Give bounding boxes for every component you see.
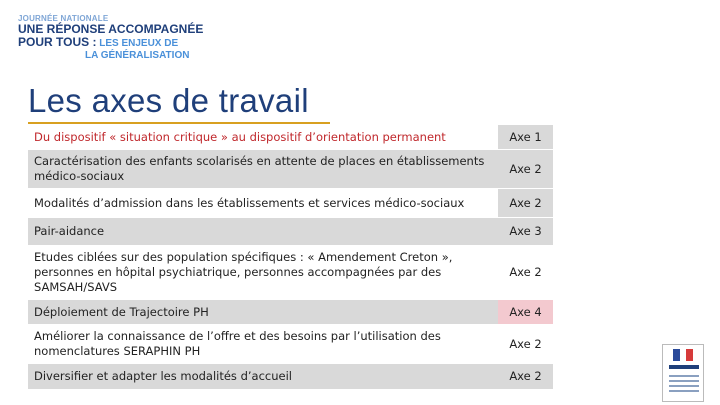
slide-title: Les axes de travail [28,82,309,119]
table-row [28,125,553,150]
logo-text-line [669,380,699,382]
row-label: Pair-aidance [28,218,498,245]
row-label: Modalités d’admission dans les établissements et services médico-sociaux [28,189,498,217]
logo-text-line [669,385,699,387]
event-header [18,14,218,61]
french-flag-icon [673,349,693,361]
row-axe: Axe 4 [498,300,553,324]
row-axe: Axe 3 [498,218,553,245]
axes-table [28,125,553,390]
row-label: Déploiement de Trajectoire PH [28,300,498,324]
row-axe: Axe 2 [498,246,553,299]
header-enjeux: LES ENJEUX DE [96,38,179,49]
table-row [28,150,553,189]
table-row [28,364,553,390]
row-label: Caractérisation des enfants scolarisés en attente de places en établissements médico-sociaux [28,150,498,188]
table-row [28,218,553,246]
row-label: Améliorer la connaissance de l’offre et des besoins par l’utilisation des nomenclatures SERAPHIN PH [28,325,498,363]
table-row [28,300,553,325]
ministry-logo [662,344,704,402]
logo-text-line [669,390,699,392]
row-axe: Axe 2 [498,364,553,389]
logo-text-line [669,375,699,377]
table-row [28,325,553,364]
title-underline [28,122,330,124]
row-axe: Axe 2 [498,189,553,217]
header-generalisation: LA GÉNÉRALISATION [85,50,190,61]
row-label: Du dispositif « situation critique » au dispositif d’orientation permanent [28,125,498,149]
header-event-type: JOURNÉE NATIONALE [18,14,109,23]
header-pour-tous: POUR TOUS : [18,35,97,49]
header-title-line: UNE RÉPONSE ACCOMPAGNÉE [18,22,204,36]
row-axe: Axe 2 [498,150,553,188]
row-label: Diversifier et adapter les modalités d’accueil [28,364,498,389]
row-axe: Axe 2 [498,325,553,363]
row-axe: Axe 1 [498,125,553,149]
header-title-line-2 [18,36,218,50]
table-row [28,189,553,218]
logo-banner [669,365,699,369]
row-label: Etudes ciblées sur des population spécifiques : « Amendement Creton », personnes en hôpital psychiatrique, personnes accompagnées par des SAMSAH/SAVS [28,246,498,299]
table-row [28,246,553,300]
